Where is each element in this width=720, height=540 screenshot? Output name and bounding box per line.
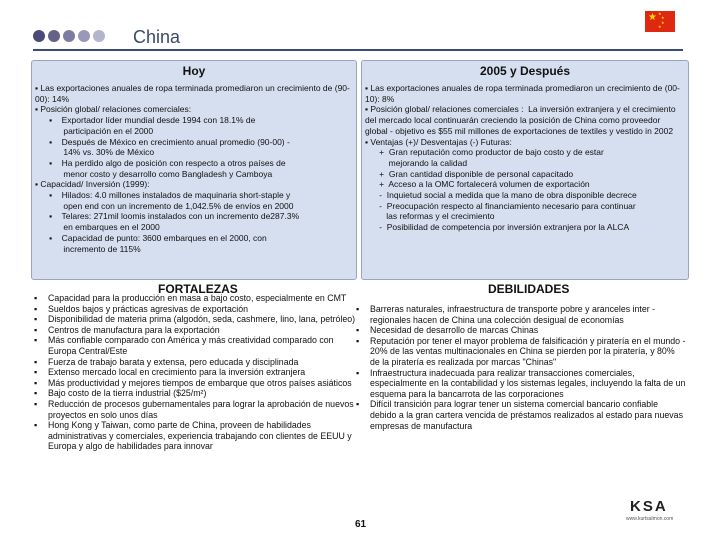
strength-item: ▪ Fuerza de trabajo barata y extensa, pero educada y disciplinada (34, 357, 360, 368)
strength-item: ▪ Reducción de procesos gubernamentales para lograr la aprobación de nuevos proyectos en solo unos días (34, 399, 360, 420)
weakness-item: ▪ Infraestructura inadecuada para realizar transacciones comerciales, especialmente en la contabilidad y los sistemas legales, incluyendo la falta de un esquema para la bancarrota de las corporaciones (356, 368, 686, 400)
header-dot (33, 30, 45, 42)
weaknesses-heading: DEBILIDADES (488, 282, 570, 296)
strength-item: ▪ Más confiable comparado con América y más creatividad comparado con Europa Central/Este (34, 335, 360, 356)
strength-item: ▪ Disponibilidad de materia prima (algodón, seda, cashmere, lino, lana, petróleo) (34, 314, 360, 325)
header-dot (48, 30, 60, 42)
header-dot (78, 30, 90, 42)
header-dots (33, 30, 105, 42)
future-text: ▪ Las exportaciones anuales de ropa terminada promediaron un crecimiento de (00-10): 8% ▪ Posición global/ relaciones comerciales : La inversión extranjera y el crecimiento del mercado local continuarán creciendo la posición de China como proveedor global - objetivo es $55 mil millones de exportaciones de textiles y vestido in 2002 ▪ Ventajas (+)/ Desventajas (-) Futuras: + Gran reputación como productor de bajo costo y de estar mejorando la calidad + Gran cantidad disponible de personal capacitado + Acceso a la OMC fortalecerá volumen de exportación - Inquietud social a medida que la mano de obra disponible decrece - Preocupación respecto al financiamiento necesario para continuar las reformas y el crecimiento - Posibilidad de competencia por inversión extranjera por la ALCA (365, 83, 680, 233)
weakness-item: ▪ Difícil transición para lograr tener un sistema comercial bancario confiable debido a la gran cartera vencida de préstamos realizados al estado para nuevas empresas de manufactura (356, 399, 686, 431)
future-panel (361, 60, 689, 280)
strengths-heading: FORTALEZAS (158, 282, 238, 296)
china-flag-icon: ★ ★ ★ ★ ★ (645, 11, 675, 32)
weakness-item: ▪ Reputación por tener el mayor problema de falsificación y piratería en el mundo - 20% de las ventas multinacionales en China se pierden por la piratería, y 80% de la piratería es realizada por marcas "Chinas" (356, 336, 686, 368)
weaknesses-list (356, 304, 686, 431)
header-dot (93, 30, 105, 42)
today-text: ▪ Las exportaciones anuales de ropa terminada promediaron un crecimiento de (90-00): 14% ▪ Posición global/ relaciones comerciales: ▪ Exportador líder mundial desde 1994 con 18.1% de participación en el 2000 ▪ Después de México en crecimiento anual promedio (90-00) - 14% vs. 30% de México ▪ Ha perdido algo de posición con respecto a otros países de menor costo y desarrollo como Bangladesh y Camboya ▪ Capacidad/ Inversión (1999): ▪ Hilados: 4.0 millones instalados de maquinaria short-staple y open end con un incremento de 1,042.5% de envíos en 2000 ▪ Telares: 271mil loomis instalados con un incremento de287.3% en embarques en el 2000 ▪ Capacidad de punto: 3600 embarques en el 2000, con incremento de 115% (35, 83, 350, 254)
strength-item: ▪ Sueldos bajos y prácticas agresivas de exportación (34, 304, 360, 315)
strengths-list (34, 293, 360, 452)
weakness-item: ▪ Barreras naturales, infraestructura de transporte pobre y aranceles inter -regionales hacen de China una colección desigual de economías (356, 304, 686, 325)
future-heading: 2005 y Después (479, 64, 571, 78)
ksa-logo-subtitle: www.kurtsalmon.com (626, 516, 674, 522)
ksa-logo: KSA (630, 498, 668, 515)
today-panel (31, 60, 357, 280)
header-dot (63, 30, 75, 42)
strength-item: ▪ Centros de manufactura para la exportación (34, 325, 360, 336)
today-heading: Hoy (182, 64, 206, 78)
strength-item: ▪ Bajo costo de la tierra industrial ($25/m²) (34, 388, 360, 399)
page-number: 61 (355, 519, 367, 530)
weakness-item: ▪ Necesidad de desarrollo de marcas Chinas (356, 325, 686, 336)
page-title: China (133, 27, 181, 47)
header-rule (33, 49, 683, 51)
strength-item: ▪ Extenso mercado local en crecimiento para la inversión extranjera (34, 367, 360, 378)
strength-item: ▪ Hong Kong y Taiwan, como parte de China, proveen de habilidades administrativas y comerciales, experiencia trabajando con clientes de EEUU y Europa y algo de habilidades para innovar (34, 420, 360, 452)
strength-item: ▪ Más productividad y mejores tiempos de embarque que otros países asiáticos (34, 378, 360, 389)
strength-item: ▪ Capacidad para la producción en masa a bajo costo, especialmente en CMT (34, 293, 360, 304)
